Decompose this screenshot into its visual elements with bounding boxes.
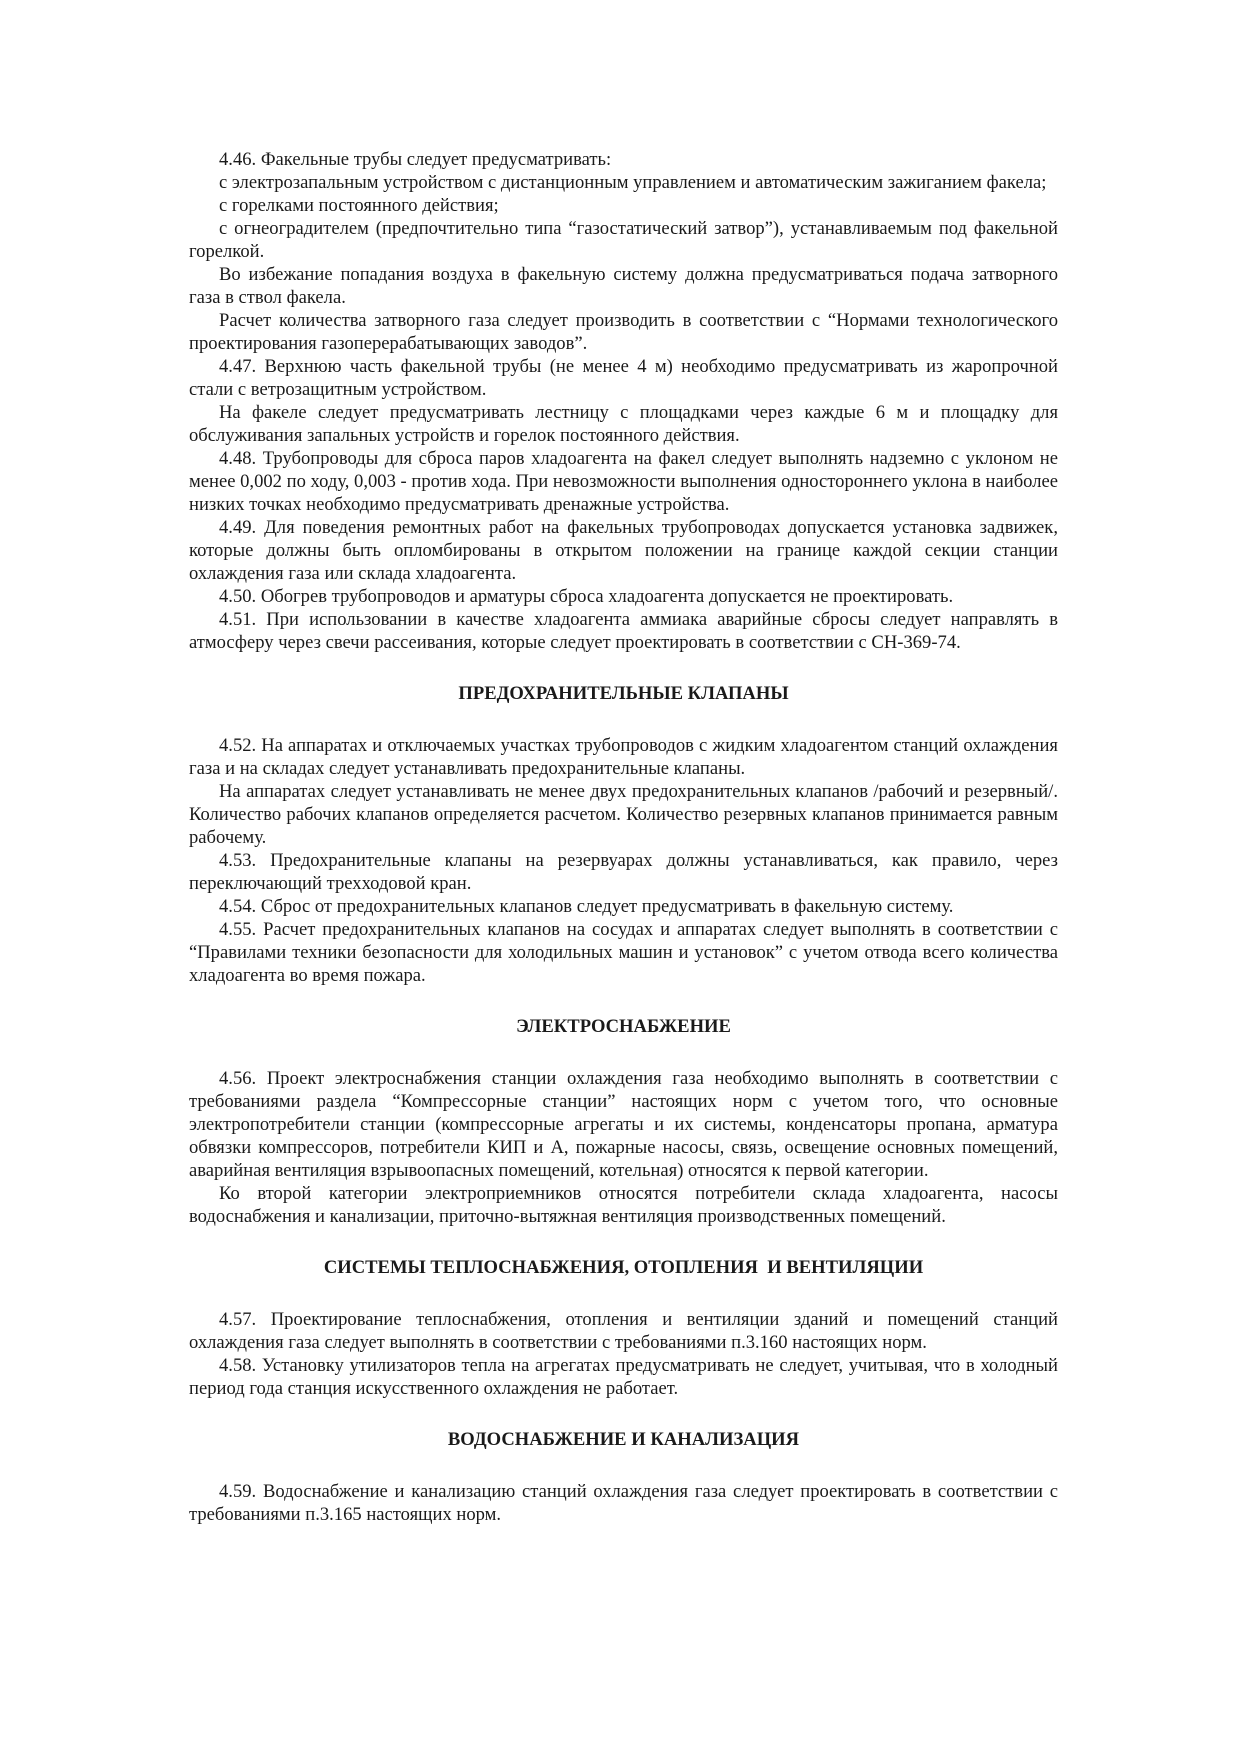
paragraph: 4.49. Для поведения ремонтных работ на факельных трубопроводах допускается установка задвижек, которые должны быть опломбированы в открытом положении на границе каждой секции станции охлаждения газа или склада хладоагента. (189, 517, 1058, 584)
paragraph: Ко второй категории электроприемников относятся потребители склада хладоагента, насосы водоснабжения и канализации, приточно-вытяжная вентиляция производственных помещений. (189, 1183, 1058, 1227)
document-page (189, 148, 1058, 1526)
paragraph: На аппаратах следует устанавливать не менее двух предохранительных клапанов /рабочий и резервный/. Количество рабочих клапанов определяется расчетом. Количество резервных клапанов принимается равным рабочему. (189, 781, 1058, 848)
paragraph: 4.58. Установку утилизаторов тепла на агрегатах предусматривать не следует, учитывая, что в холодный период года станция искусственного охлаждения не работает. (189, 1355, 1058, 1399)
section-heading: ЭЛЕКТРОСНАБЖЕНИЕ (516, 1016, 731, 1037)
paragraph: с электрозапальным устройством с дистанционным управлением и автоматическим зажиганием факела; (219, 172, 1047, 193)
paragraph: 4.59. Водоснабжение и канализацию станций охлаждения газа следует проектировать в соответствии с требованиями п.3.165 настоящих норм. (189, 1481, 1058, 1525)
paragraph: 4.52. На аппаратах и отключаемых участках трубопроводов с жидким хладоагентом станций охлаждения газа и на складах следует устанавливать предохранительные клапаны. (189, 735, 1058, 779)
paragraph: На факеле следует предусматривать лестницу с площадками через каждые 6 м и площадку для обслуживания запальных устройств и горелок постоянного действия. (189, 402, 1058, 446)
paragraph: с огнеоградителем (предпочтительно типа “газостатический затвор”), устанавливаемым под факельной горелкой. (189, 218, 1058, 262)
paragraph: 4.46. Факельные трубы следует предусматривать: (219, 149, 612, 170)
paragraph: 4.54. Сброс от предохранительных клапанов следует предусматривать в факельную систему. (219, 896, 954, 917)
section-heading: ВОДОСНАБЖЕНИЕ И КАНАЛИЗАЦИЯ (447, 1429, 800, 1450)
paragraph: с горелками постоянного действия; (219, 195, 499, 216)
paragraph: Расчет количества затворного газа следует производить в соответствии с “Нормами технологического проектирования газоперерабатывающих заводов”. (189, 310, 1058, 354)
section-heading: СИСТЕМЫ ТЕПЛОСНАБЖЕНИЯ, ОТОПЛЕНИЯ И ВЕНТИЛЯЦИИ (323, 1257, 924, 1278)
section-heading: ПРЕДОХРАНИТЕЛЬНЫЕ КЛАПАНЫ (458, 683, 789, 704)
paragraph: 4.56. Проект электроснабжения станции охлаждения газа необходимо выполнять в соответствии с требованиями раздела “Компрессорные станции” настоящих норм с учетом того, что основные электропотребители станции (компрессорные агрегаты и их системы, конденсаторы пропана, арматура обвязки компрессоров, потребители КИП и А, пожарные насосы, связь, освещение основных помещений, аварийная вентиляция взрывоопасных помещений, котельная) относятся к первой категории. (189, 1068, 1058, 1181)
paragraph: 4.48. Трубопроводы для сброса паров хладоагента на факел следует выполнять надземно с уклоном не менее 0,002 по ходу, 0,003 - против хода. При невозможности выполнения одностороннего уклона в наиболее низких точках необходимо предусматривать дренажные устройства. (189, 448, 1058, 515)
paragraph: 4.50. Обогрев трубопроводов и арматуры сброса хладоагента допускается не проектировать. (219, 586, 954, 607)
paragraph: 4.53. Предохранительные клапаны на резервуарах должны устанавливаться, как правило, через переключающий трехходовой кран. (189, 850, 1058, 894)
paragraph: 4.47. Верхнюю часть факельной трубы (не менее 4 м) необходимо предусматривать из жаропрочной стали с ветрозащитным устройством. (189, 356, 1058, 400)
paragraph: 4.55. Расчет предохранительных клапанов на сосудах и аппаратах следует выполнять в соответствии с “Правилами техники безопасности для холодильных машин и установок” с учетом отвода всего количества хладоагента во время пожара. (189, 919, 1058, 986)
paragraph: 4.51. При использовании в качестве хладоагента аммиака аварийные сбросы следует направлять в атмосферу через свечи рассеивания, которые следует проектировать в соответствии с СН-369-74. (189, 609, 1058, 653)
paragraph: Во избежание попадания воздуха в факельную систему должна предусматриваться подача затворного газа в ствол факела. (189, 264, 1058, 308)
paragraph: 4.57. Проектирование теплоснабжения, отопления и вентиляции зданий и помещений станций охлаждения газа следует выполнять в соответствии с требованиями п.3.160 настоящих норм. (189, 1309, 1058, 1353)
